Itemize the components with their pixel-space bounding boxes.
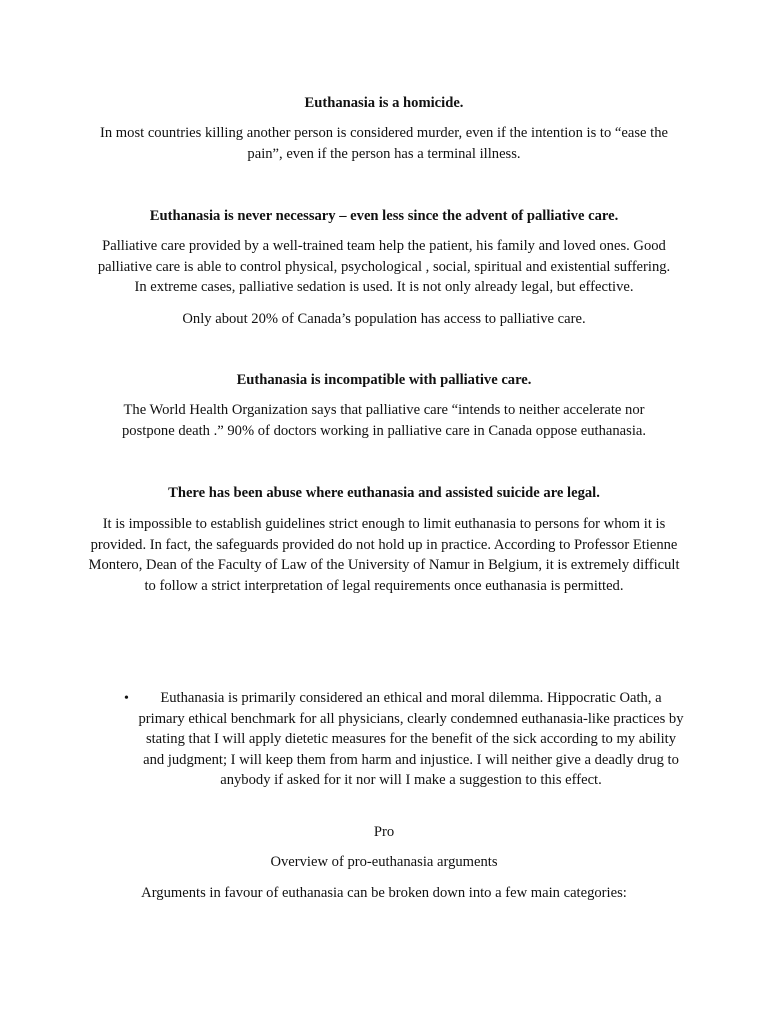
paragraph: Palliative care provided by a well-trained team help the patient, his family and loved ones. Good palliative care is able to control physical, psychological , social, spiritual and existential suffering. In extreme cases, palliative sedation is used. It is not only already legal, but effective. [97,238,671,296]
section-paragraph-homicide [82,123,686,164]
pro-intro: Arguments in favour of euthanasia can be broken down into a few main categories: [141,885,627,901]
paragraph: In most countries killing another person is considered murder, even if the intention is to “ease the pain”, even if the person has a terminal illness. [99,125,669,162]
section-paragraph-guidelines [86,514,682,596]
pro-title: Pro [373,824,395,840]
section-heading-homicide: Euthanasia is a homicide. [304,95,464,111]
section-paragraph-palliative-care [91,236,677,298]
bullet-text: Euthanasia is primarily considered an ethical and moral dilemma. Hippocratic Oath, a primary ethical benchmark for all physicians, clearly condemned euthanasia-like practices by stating that I will apply dietetic measures for the benefit of the sick according to my ability and judgment; I will keep them from harm and injustice. I will neither give a deadly drug to anybody if asked for it nor will I make a suggestion to this effect. [138,690,684,789]
section-paragraph-canada-access [84,309,684,330]
paragraph: Only about 20% of Canada’s population has access to palliative care. [182,311,586,327]
paragraph: It is impossible to establish guidelines strict enough to limit euthanasia to persons for whom it is provided. In fact, the safeguards provided do not hold up in practice. According to Professor Etienne Montero, Dean of the Faculty of Law of the University of Namur in Belgium, it is extremely difficult to follow a strict interpretation of legal requirements once euthanasia is permitted. [88,516,680,594]
section-heading-abuse: There has been abuse where euthanasia and assisted suicide are legal. [168,485,600,501]
section-heading-incompatible: Euthanasia is incompatible with palliative care. [236,372,532,388]
section-heading-never-necessary: Euthanasia is never necessary – even less since the advent of palliative care. [149,208,619,224]
bullet-icon: • [124,691,129,706]
bullet-list-item [124,688,684,791]
pro-subtitle: Overview of pro-euthanasia arguments [270,854,498,870]
section-paragraph-who [104,400,664,441]
paragraph: The World Health Organization says that palliative care “intends to neither accelerate nor postpone death .” 90% of doctors working in palliative care in Canada oppose euthanasia. [122,402,646,439]
